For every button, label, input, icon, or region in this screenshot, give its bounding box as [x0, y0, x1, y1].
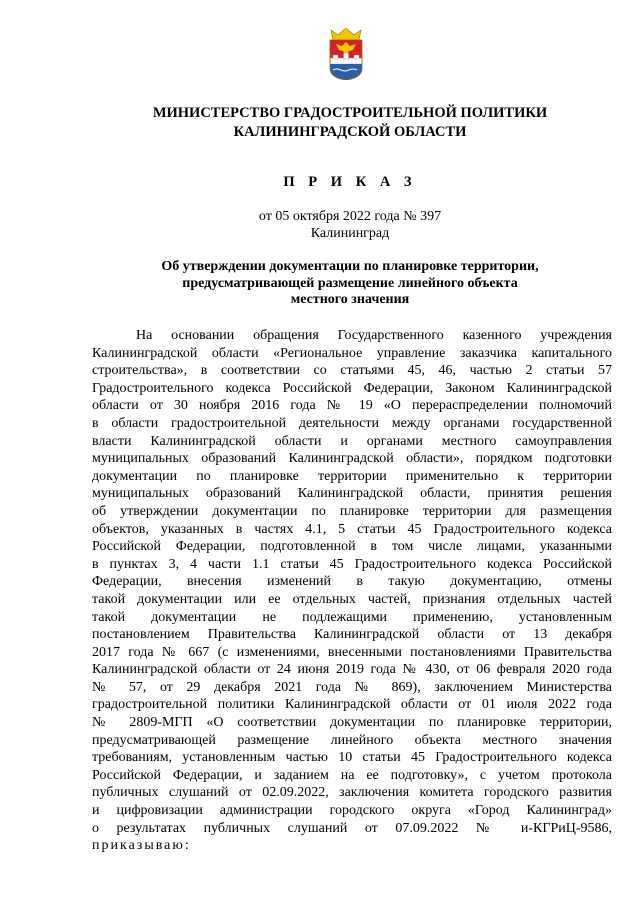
body-line: 2017 года № 667 (с изменениями, внесенными постановлениями Правительства — [92, 644, 612, 660]
body-line: строительства», в соответствии со статьями 45, 46, частью 2 статьи 57 — [92, 363, 612, 379]
body-line: № 2809-МГП «О соответствии документации по планировке территории, — [92, 715, 612, 731]
body-line: Российской Федерации, подготовленной в том числе лицами, указанными — [92, 539, 612, 555]
ministry-name-line1: МИНИСТЕРСТВО ГРАДОСТРОИТЕЛЬНОЙ ПОЛИТИКИ — [152, 105, 548, 121]
order-date-number: от 05 октября 2022 года № 397 — [258, 209, 442, 224]
order-title: П Р И К А З — [283, 174, 417, 190]
body-line: Российской Федерации, и заданием на ее подготовку», с учетом протокола — [92, 767, 612, 783]
body-line: в пунктах 3, 4 части 1.1 статьи 45 Градостроительного кодекса Российской — [92, 556, 612, 572]
body-line: и цифровизации администрации городского округа «Город Калининград» — [92, 803, 612, 819]
body-line: муниципальных образований Калининградской области, принятия решения — [92, 486, 612, 502]
order-meta — [90, 208, 610, 242]
subject-line1: Об утверждении документации по планировке территории, — [161, 259, 539, 274]
body-line-order-verb: приказываю: — [92, 838, 191, 854]
body-line: № 57, от 29 декабря 2021 года № 869), заключением Министерства — [92, 679, 612, 695]
body-line: Калининградской области от 24 июня 2019 года № 430, от 06 февраля 2020 года — [92, 662, 612, 678]
ministry-name — [90, 104, 610, 142]
body-line: области от 30 ноября 2016 года № 19 «О перераспределении полномочий — [92, 398, 612, 414]
body-line: такой документации или ее отдельных частей, признания отдельных частей — [92, 591, 612, 607]
body-line: Федерации, внесения изменений в такую документацию, отмены — [92, 574, 612, 590]
body-line: власти Калининградской области и органами местного самоуправления — [92, 433, 612, 449]
body-line: такой документации не подлежащими применению, установленным — [92, 609, 612, 625]
body-line: предусматривающей размещение линейного объекта местного значения — [92, 732, 612, 748]
order-subject — [90, 259, 610, 309]
ministry-name-line2: КАЛИНИНГРАДСКОЙ ОБЛАСТИ — [233, 124, 467, 140]
subject-line2: предусматривающей размещение линейного объекта — [182, 275, 518, 291]
body-line: На основании обращения Государственного казенного учреждения — [136, 328, 612, 343]
body-line: градостроительной политики Калининградской области от 01 июля 2022 года — [92, 697, 612, 713]
coat-of-arms-icon — [325, 28, 367, 80]
subject-line3: местного значения — [290, 292, 410, 307]
order-body — [92, 327, 612, 855]
body-line: муниципальных образований Калининградской области», порядком подготовки — [92, 451, 612, 467]
body-line: требованиям, установленным частью 10 статьи 45 Градостроительного кодекса — [92, 750, 612, 766]
body-line: Калининградской области «Региональное управление заказчика капитального — [92, 345, 612, 361]
order-city: Калининград — [310, 226, 390, 241]
body-line: публичных слушаний от 02.09.2022, заключения комитета городского развития — [92, 785, 612, 801]
body-line: документации по планировке территории применительно к территории — [92, 468, 612, 484]
body-line: постановлением Правительства Калининградской области от 13 декабря — [92, 627, 612, 643]
body-line: об утверждении документации по планировке территории для размещения — [92, 503, 612, 519]
body-line: в области градостроительной деятельности между органами государственной — [92, 415, 612, 431]
body-line: объектов, указанных в частях 4.1, 5 статьи 45 Градостроительного кодекса — [92, 521, 612, 537]
body-line: Градостроительного кодекса Российской Федерации, Законом Калининградской — [92, 380, 612, 396]
body-line: о результатах публичных слушаний от 07.09.2022 № и-КГРиЦ-9586, — [92, 820, 612, 836]
